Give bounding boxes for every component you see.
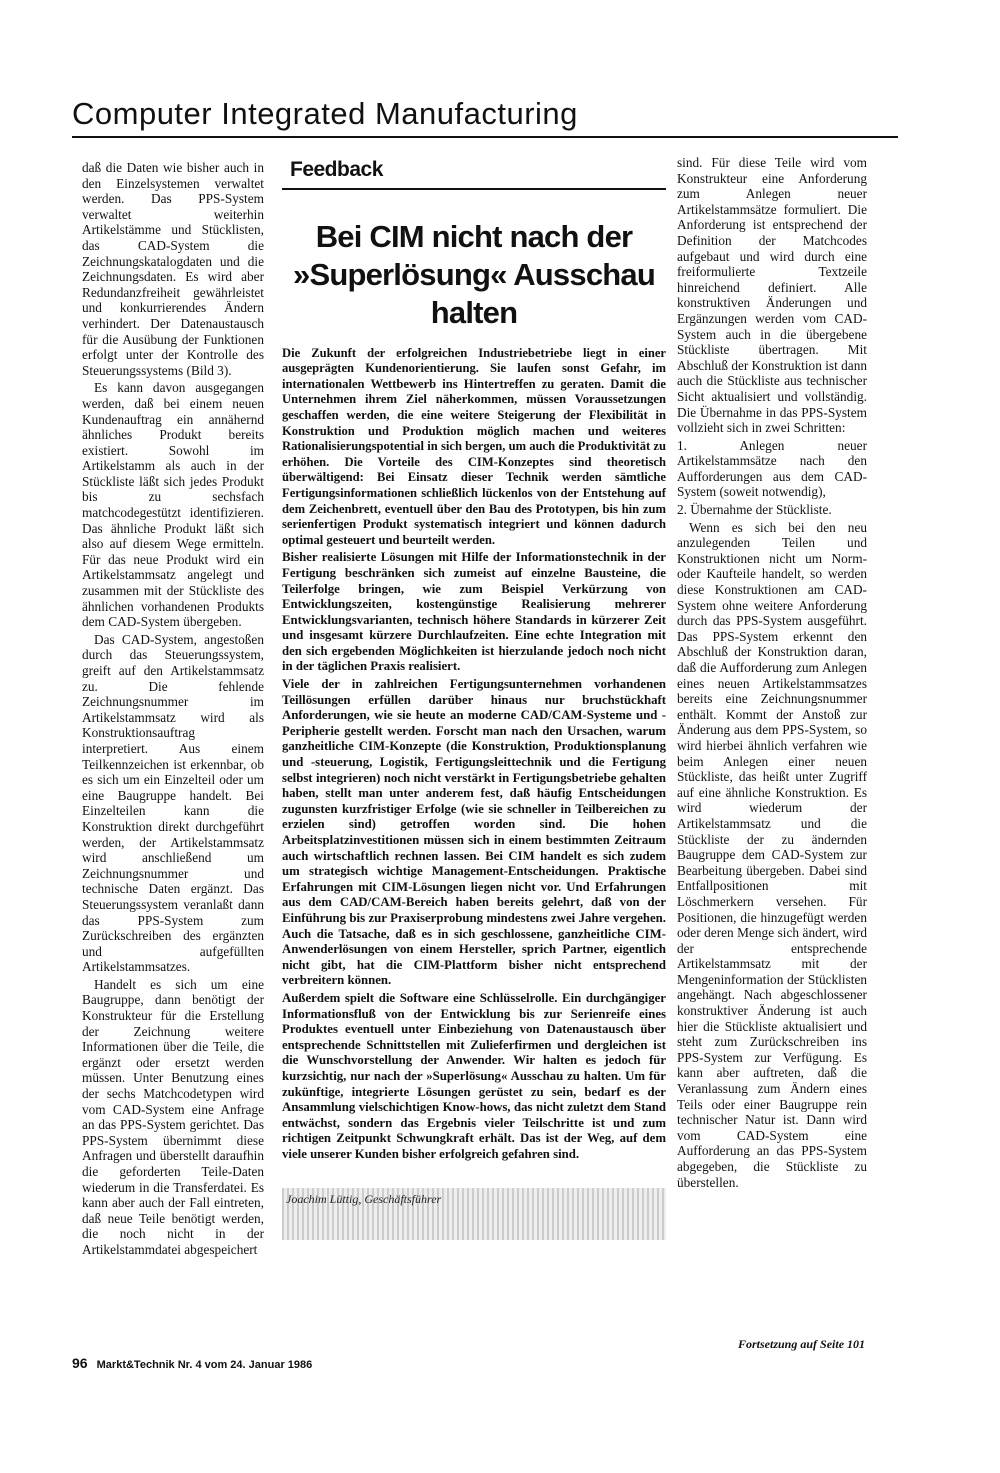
header-rule: [72, 136, 898, 138]
column-right-list-item: 1. Anlegen neuer Artikelstammsätze nach den Aufforderungen aus dem CAD-System (soweit notwendig),: [677, 437, 867, 500]
column-right: [677, 155, 867, 1192]
column-left: [82, 160, 264, 1260]
page-number: 96: [72, 1355, 88, 1371]
column-left-paragraph: Das CAD-System, angestoßen durch das Steuerungssystem, greift auf den Artikelstammsatz zu. Die fehlende Zeichnungsnummer im Artikelstammsatz wird als Konstruktionsauftrag interpretiert. Aus einem Teilkennzeichen ist erkennbar, ob es sich um ein Einzelteil oder um eine Baugruppe handelt. Bei Einzelteilen kann die Konstruktion direkt durchgeführt werden, der Artikelstammsatz wird anschließend um Zeichnungsnummer und technische Daten ergänzt. Das Steuerungssystem veranlaßt dann das PPS-System zum Zurückschreiben des ergänzten und aufgefüllten Artikelstammsatzes.: [82, 631, 264, 975]
page-footer: [72, 1355, 312, 1371]
author-photo-caption: Joachim Lüttig, Geschäftsführer: [282, 1188, 666, 1240]
column-left-paragraph: Handelt es sich um eine Baugruppe, dann benötigt der Konstrukteur für die Erstellung der Zeichnung weitere Informationen über die Teile, die ergänzt oder ersetzt werden müssen. Unter Benutzung eines der sechs Matchcodetypen wird vom CAD-System eine Anfrage an das PPS-System gerichtet. Das PPS-System übernimmt diese Anfragen und überstellt daraufhin die geforderten Teile-Daten wiederum in die Transferdatei. Es kann aber auch der Fall eintreten, daß neue Teile benötigt werden, die noch nicht in der Artikelstammdatei abgespeichert: [82, 976, 264, 1257]
column-right-list-item: 2. Übernahme der Stückliste.: [677, 502, 832, 518]
column-right-paragraph: sind. Für diese Teile wird vom Konstrukteur eine Anforderung zum Anlegen neuer Artikelstammsätze formuliert. Die Anforderung ist entsprechend der Definition der Matchcodes aufgebaut und wird durch eine freiformulierte Textzeile hinreichend definiert. Alle konstruktiven Änderungen und Ergänzungen werden vom CAD-System auch in die übergebene Stückliste übertragen. Mit Abschluß der Konstruktion ist dann auch die Stückliste aus technischer Sicht aktualisiert und vollständig. Die Übernahme in das PPS-System vollzieht sich in zwei Schritten:: [677, 155, 867, 436]
article-paragraph: Außerdem spielt die Software eine Schlüsselrolle. Ein durchgängiger Informationsfluß von der Entwicklung bis zur Serienreife eines Produktes eventuell unter Einbeziehung von Datenaustausch über entsprechende Schnittstellen mit Zulieferfirmen und dergleichen ist die Wunschvorstellung der Anwender. Wir halten es jedoch für kurzsichtig, nur nach der »Superlösung« Ausschau zu halten. Um für zukünftige, integrierte Lösungen gerüstet zu sein, bedarf es der Ansammlung vielschichtigen Know-hows, das nicht zuletzt dem Stand entwächst, sondern das Ergebnis vieler Teilschritte ist und zum richtigen Zeitpunkt Schwungkraft erhält. Das ist der Weg, auf dem viele unserer Kunden bisher erfolgreich gefahren sind.: [282, 990, 666, 1161]
article-headline: Bei CIM nicht nach der »Superlösung« Ausschau halten: [293, 218, 655, 330]
column-feedback: [282, 150, 666, 1240]
article-lead: Die Zukunft der erfolgreichen Industriebetriebe liegt in einer ausgeprägten Kundenorientierung. Sie laufen sonst Gefahr, im internationalen Wettbewerb ins Hintertreffen zu geraten. Damit die Unternehmen ihrem Ziel näherkommen, müssen Voraussetzungen geschaffen werden, die eine weitere Steigerung der Flexibilität in Konstruktion und Produktion möglich machen und weiteres Rationalisierungspotential in sich bergen, um auch die Produktivität zu erhöhen. Die Vorteile des CIM-Konzeptes sind theoretisch überwältigend: Bei Einsatz dieser Technik werden sämtliche Fertigungsinformationen schließlich lückenlos von der Entstehung auf dem Zeichenbrett, eventuell über den Bau des Prototypen, bis hin zum serienfertigen Produkt systematisch integriert und können dadurch optimal gesteuert und beurteilt werden.: [282, 345, 666, 547]
article-paragraph: Bisher realisierte Lösungen mit Hilfe der Informationstechnik in der Fertigung beschränken sich zumeist auf einzelne Bausteine, die Teilerfolge bringen, wie zum Beispiel Verkürzung von Entwicklungszeiten, kostengünstige Realisierung mehrerer Entwicklungsvarianten, technisch höhere Standards in kürzerer Zeit und insgesamt kürzere Durchlaufzeiten. Eine echte Integration mit den sich ergebenden Möglichkeiten ist hierzulande jedoch noch nicht in der täglichen Praxis realisiert.: [282, 550, 666, 674]
section-rule: [282, 188, 666, 190]
section-label: Feedback: [290, 158, 383, 181]
page-header-title: Computer Integrated Manufacturing: [72, 96, 578, 131]
publication-info: Markt&Technik Nr. 4 vom 24. Januar 1986: [96, 1359, 313, 1371]
column-left-paragraph: Es kann davon ausgegangen werden, daß bei einem neuen Kundenauftrag ein annähernd ähnliches Produkt bereits existiert. Sowohl im Artikelstamm als auch in der Stückliste läßt sich jedes Produkt bis zu sechsfach matchcodegestützt identifizieren. Das ähnliche Produkt läßt sich also auf diesem Wege ermitteln. Für das neue Produkt wird ein Artikelstammsatz angelegt und zusammen mit der Stückliste des ähnlichen vorhandenen Produkts dem CAD-System übergeben.: [82, 380, 264, 630]
article-paragraph: Viele der in zahlreichen Fertigungsunternehmen vorhandenen Teillösungen erfüllen darüber hinaus nur bruchstückhaft Anforderungen, wie sie heute an moderne CAD/CAM-Systeme und -Peripherie gestellt werden. Forscht man nach den Ursachen, warum ganzheitliche CIM-Konzepte (die Konstruktion, Produktionsplanung und -steuerung, Logistik, Fertigungsleittechnik und die Fertigung selbst integrieren) noch nicht verstärkt in Fertigungsbetriebe gehalten haben, stellt man unter anderem fest, daß häufig Entscheidungen zugunsten kurzfristiger Erfolge (wie sie schneller in Teilbereichen zu erzielen sind) getroffen worden sind. Die hohen Arbeitsplatzinvestitionen müssen sich in einem bestimmten Zeitraum auch wirtschaftlich rechnen lassen. Bei CIM handelt es sich zudem um strategisch wichtige Management-Entscheidungen. Praktische Erfahrungen mit CIM-Lösungen liegen nicht vor. Und Erfahrungen aus dem CAD/CAM-Bereich haben bereits gelehrt, daß von der Einführung bis zur Praxiserprobung mindestens zwei Jahre vergehen. Auch die Tatsache, daß es in sich geschlossene, ganzheitliche CIM-Anwenderlösungen von einem Hersteller, sprich Partner, eigentlich nicht gibt, hat die CIM-Plattform bisher nicht entsprechend verbreitern können.: [282, 677, 666, 988]
continuation-note: Fortsetzung auf Seite 101: [738, 1337, 866, 1351]
column-left-paragraph: daß die Daten wie bisher auch in den Einzelsystemen verwaltet werden. Das PPS-System verwaltet weiterhin Artikelstämme und Stücklisten, das CAD-System die Zeichnungskatalogdaten und die Zeichnungsdaten. Es wird aber Redundanzfreiheit gewährleistet und konkurrierendes Ändern verhindert. Der Datenaustausch für die Ausübung der Funktionen erfolgt unter der Kontrolle des Steuerungssystems (Bild 3).: [82, 160, 264, 378]
column-right-paragraph: Wenn es sich bei den neu anzulegenden Teilen und Konstruktionen nicht um Norm- oder Kaufteile handelt, so werden diese Konstruktionen am CAD-System ohne weitere Anforderung durch das PPS-System ausgeführt. Das PPS-System erkennt den Abschluß der Konstruktion daran, daß die Aufforderung zum Anlegen eines neuen Artikelstammsatzes bereits eine Zeichnungsnummer enthält. Kommt der Anstoß zur Änderung aus dem PPS-System, so wird hierbei ähnlich verfahren wie beim Anlegen einer neuen Stückliste, das heißt unter Zugriff auf eine ähnliche Konstruktion. Es wird wiederum der Artikelstammsatz und die Stückliste der zu ändernden Baugruppe dem CAD-System zur Bearbeitung übergeben. Dabei sind Entfallpositionen mit Löschmerkern versehen. Für Positionen, die hinzugefügt werden oder deren Menge sich ändert, wird der entsprechende Artikelstammsatz mit der Mengeninformation der Stücklisten angehängt. Nach abgeschlossener konstruktiver Änderung ist auch hier die Stückliste aktualisiert und steht zum Zurückschreiben ins PPS-System zur Verfügung. Es kann aber auftreten, daß die Veranlassung zum Ändern eines Teils oder einer Baugruppe rein technischer Natur ist. Dann wird vom CAD-System eine Aufforderung an das PPS-System abgegeben, die Stückliste zu überstellen.: [677, 519, 867, 1190]
